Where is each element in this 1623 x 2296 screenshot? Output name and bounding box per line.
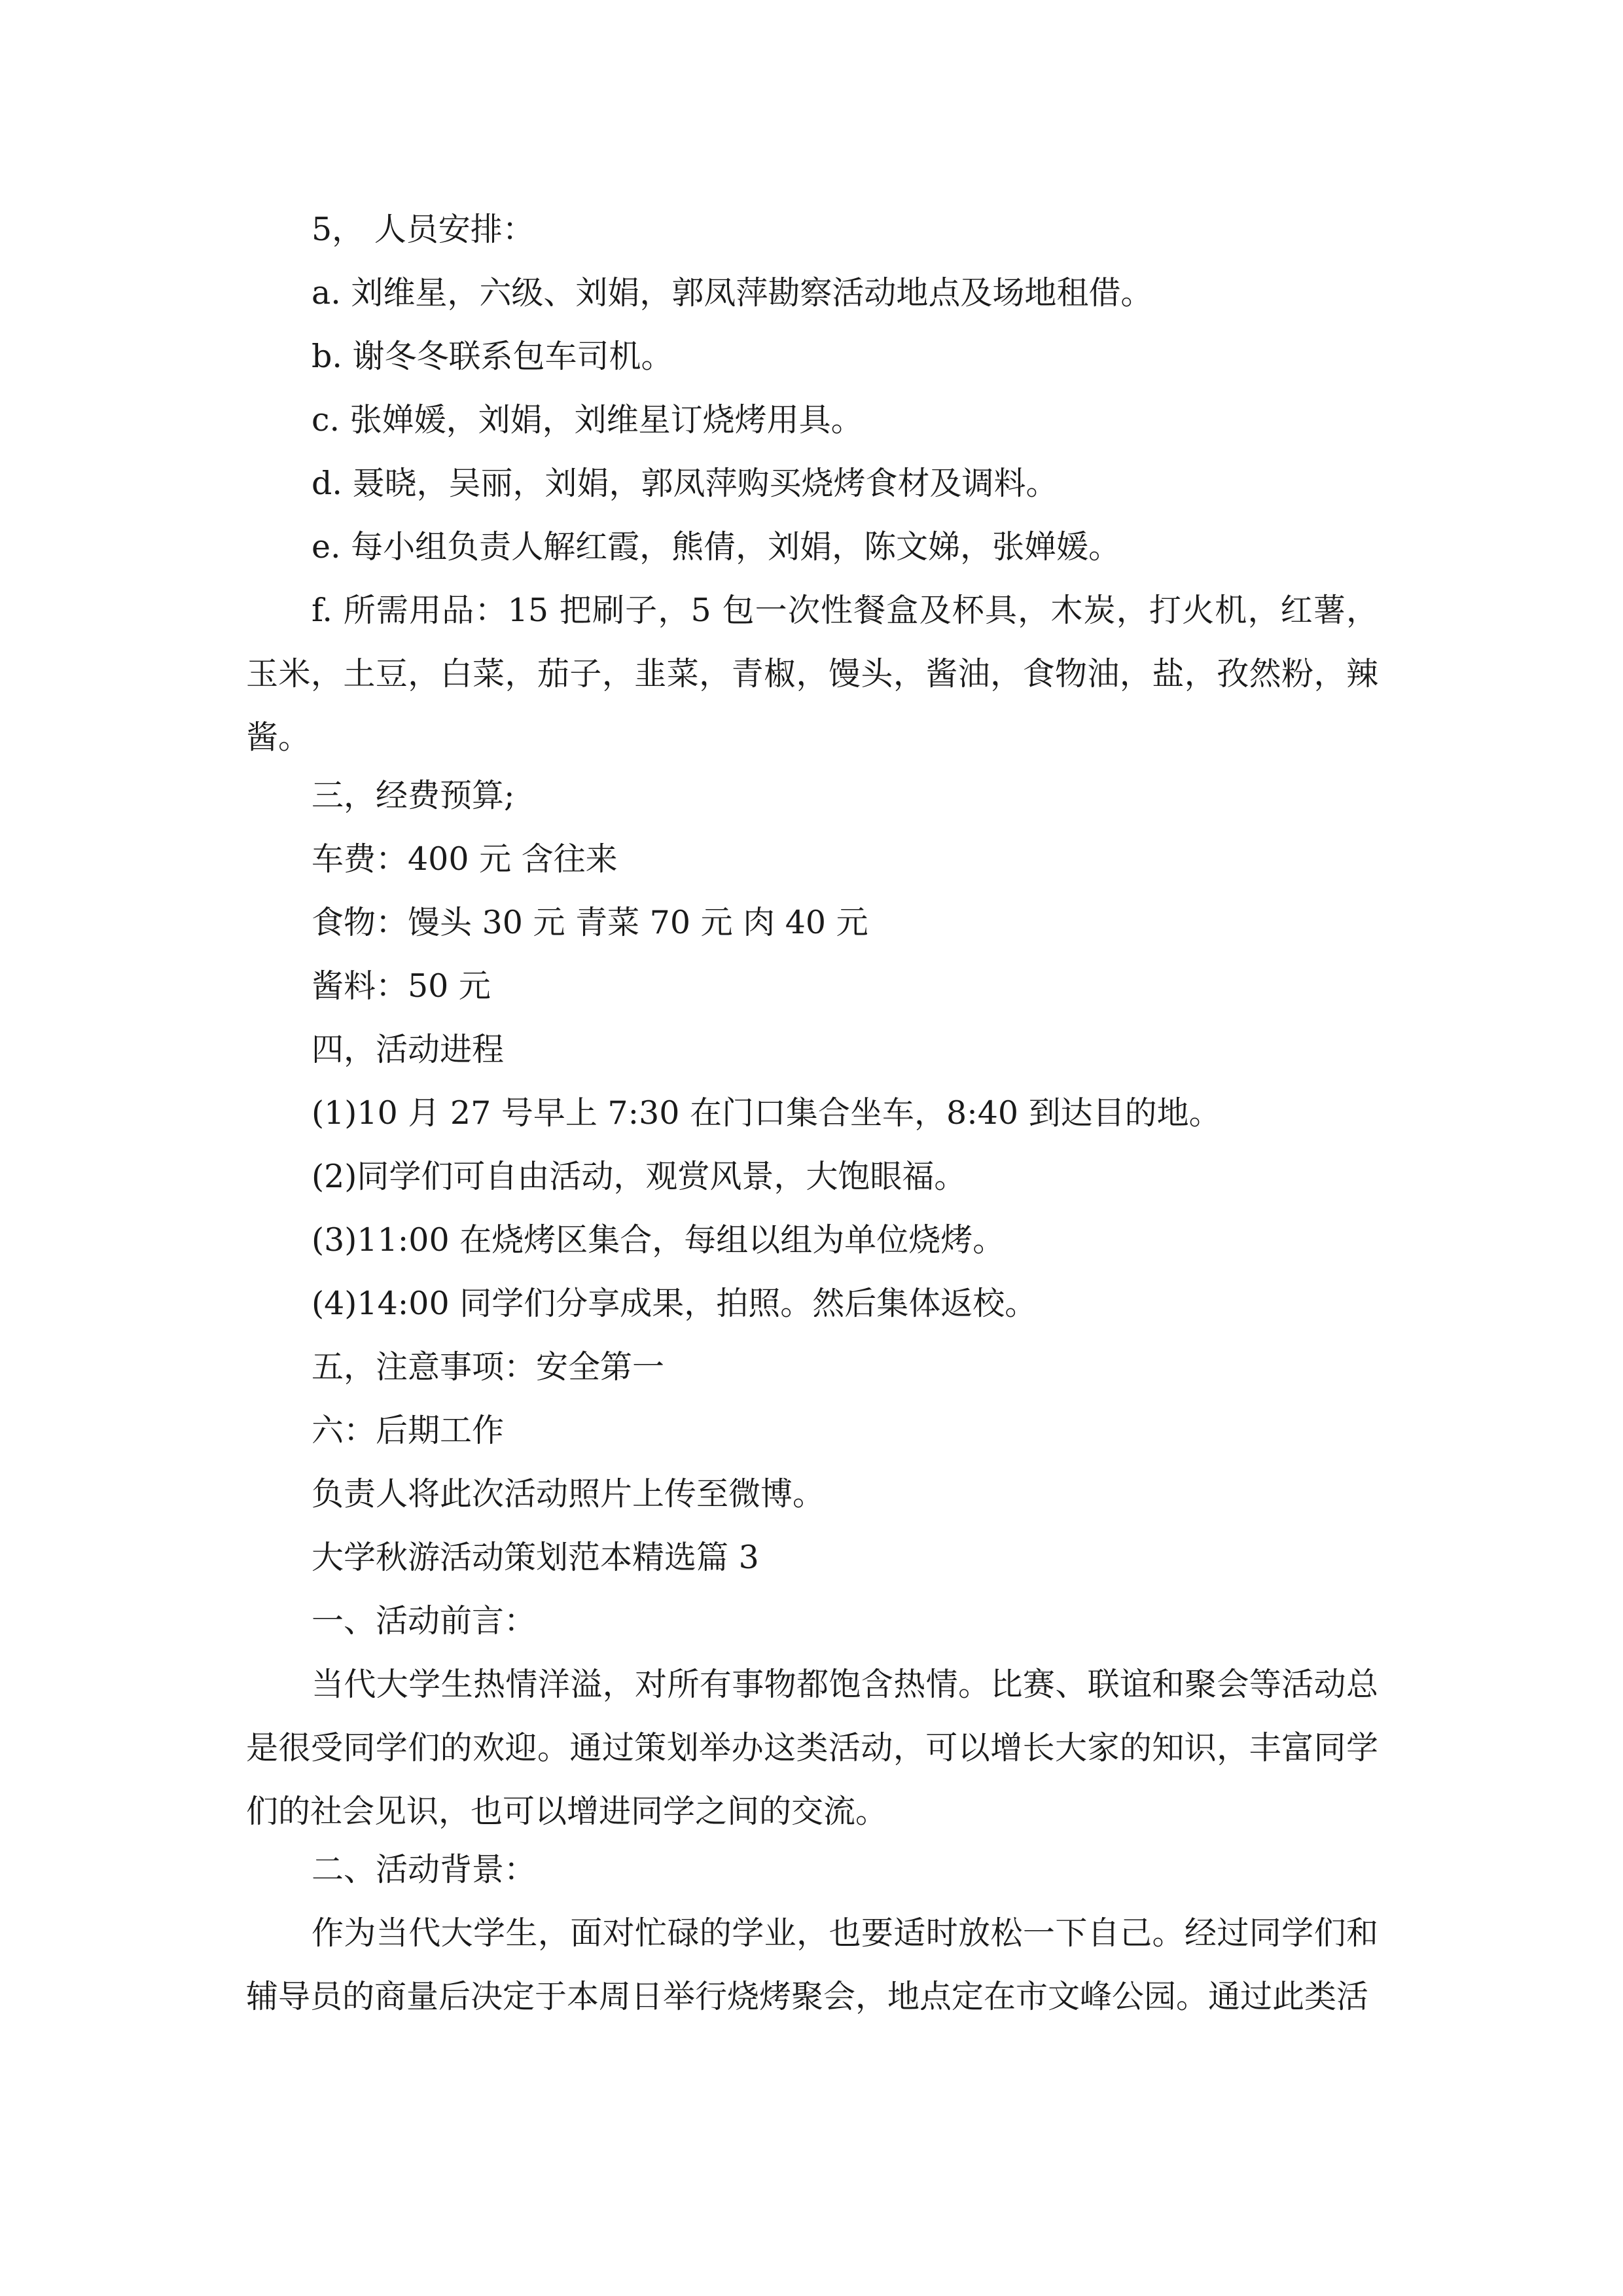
text-line: 六：后期工作 [312,1412,505,1449]
text-line: c. 张婵媛，刘娟，刘维星订烧烤用具。 [312,401,863,439]
text-line: (3)11:00 在烧烤区集合，每组以组为单位烧烤。 [312,1221,1005,1259]
heading-foreword: 一、活动前言： [312,1602,537,1640]
section-title: 大学秋游活动策划范本精选篇 3 [312,1539,759,1576]
text-line: 五，注意事项：安全第一 [312,1348,665,1386]
text-line: 四，活动进程 [312,1031,505,1068]
foreword-paragraph: 当代大学生热情洋溢，对所有事物都饱含热情。比赛、联谊和聚会等活动总是很受同学们的欢迎。通过策划举办这类活动，可以增长大家的知识，丰富同学们的社会见识，也可以增进同学之间的交流。 [246,1666,1378,1830]
text-line: a. 刘维星，六级、刘娟，郭凤萍勘察活动地点及场地租借。 [312,274,1153,312]
text-line: 车费：400 元 含往来 [312,840,618,878]
text-line: (2)同学们可自由活动，观赏风景，大饱眼福。 [312,1158,967,1195]
text-line: 食物：馒头 30 元 青菜 70 元 肉 40 元 [312,904,868,941]
document-body [246,208,1378,2028]
text-line: 三，经费预算; [312,777,515,814]
supplies-paragraph: f. 所需用品：15 把刷子，5 包一次性餐盒及杯具，木炭，打火机，红薯，玉米，土豆，白菜，茄子，韭菜，青椒，馒头，酱油，食物油，盐，孜然粉，辣酱。 [246,592,1378,756]
background-paragraph: 作为当代大学生，面对忙碌的学业，也要适时放松一下自己。经过同学们和辅导员的商量后决定于本周日举行烧烤聚会，地点定在市文峰公园。通过此类活 [246,1914,1378,2015]
text-line: 5， 人员安排： [312,211,535,248]
text-line: e. 每小组负责人解红霞，熊倩，刘娟，陈文娣，张婵媛。 [312,528,1121,565]
text-line: b. 谢冬冬联系包车司机。 [312,338,673,375]
text-line: (1)10 月 27 号早上 7:30 在门口集合坐车，8:40 到达目的地。 [312,1094,1221,1132]
heading-background: 二、活动背景： [312,1851,537,1888]
text-line: (4)14:00 同学们分享成果，拍照。然后集体返校。 [312,1285,1037,1322]
text-line: 酱料：50 元 [312,967,491,1005]
text-line: 负责人将此次活动照片上传至微博。 [312,1475,825,1513]
text-line: d. 聂晓，吴丽，刘娟，郭凤萍购买烧烤食材及调料。 [312,465,1058,502]
